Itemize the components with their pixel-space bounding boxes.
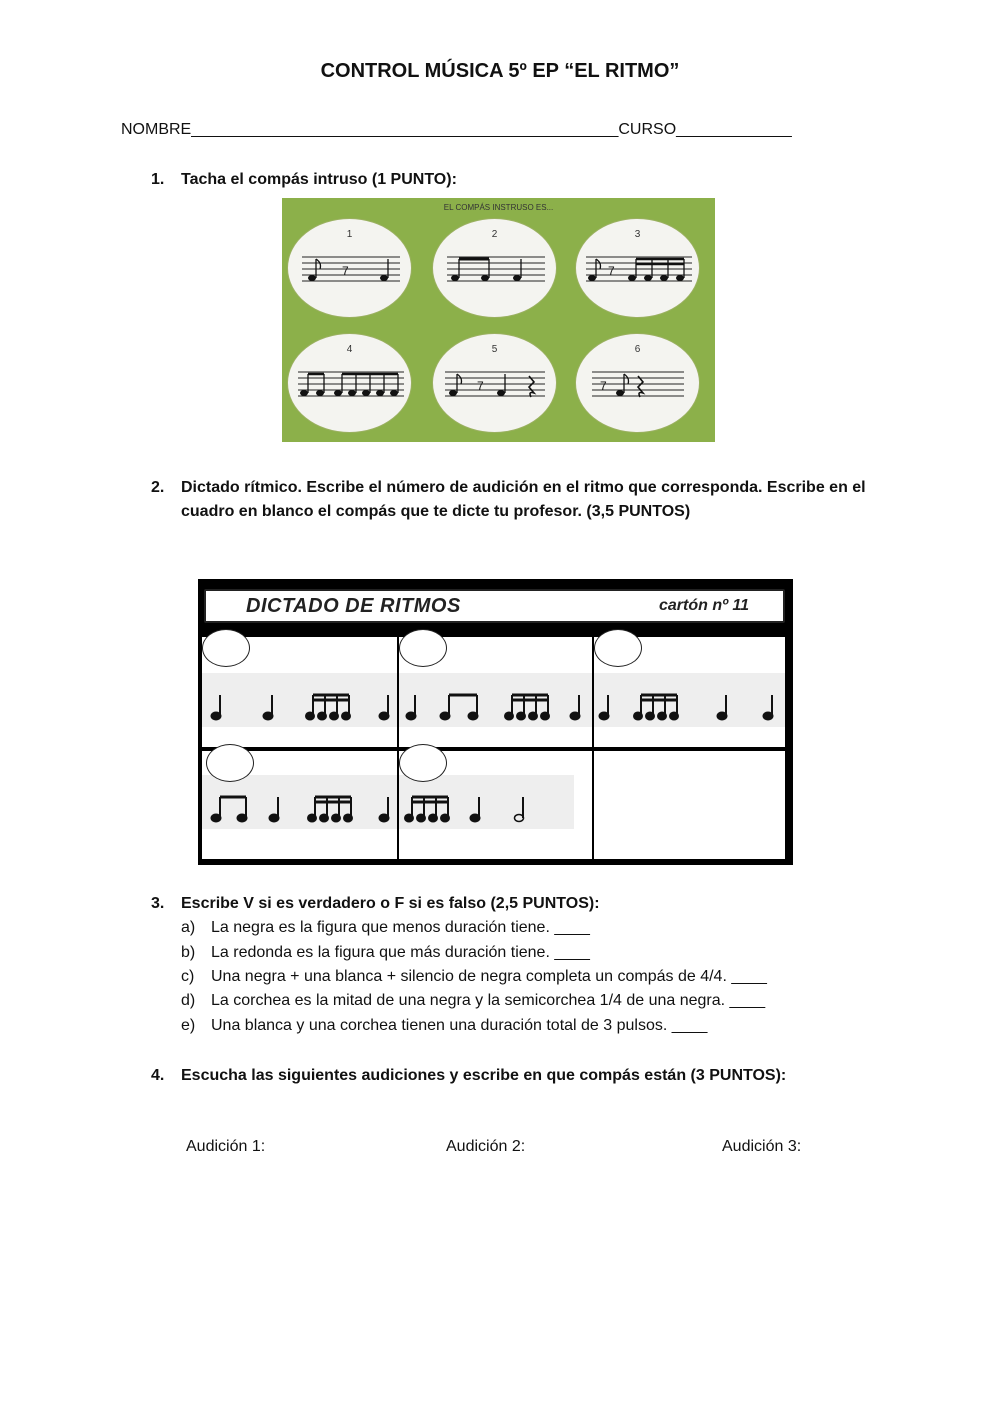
rhythm-notation (576, 219, 699, 317)
nombre-label: NOMBRE (121, 121, 192, 138)
item-letter: b) (181, 944, 196, 961)
option-number: 3 (634, 229, 641, 240)
question-number: 1. (151, 171, 165, 188)
rhythm-notation (288, 334, 411, 432)
item-letter: a) (181, 919, 196, 936)
page-title: CONTROL MÚSICA 5º EP “EL RITMO” (320, 60, 680, 82)
dictation-card-number: cartón nº 11 (658, 597, 749, 614)
svg-text:7: 7 (600, 379, 607, 393)
option-number: 2 (491, 229, 498, 240)
curso-field[interactable]: _____________ (676, 121, 792, 138)
rhythm-notation (576, 334, 699, 432)
question-text: Dictado rítmico. Escribe el número de audición en el ritmo que corresponda. Escribe en el cuadro en blanco el compás que te dicte tu profesor. (3,5 PUNTOS) (181, 479, 866, 520)
nombre-field[interactable]: ________________________________________________ (191, 121, 619, 138)
audition-number-circle[interactable] (202, 629, 250, 667)
audition-number-circle[interactable] (594, 629, 642, 667)
item-text: La corchea es la mitad de una negra y la semicorchea 1/4 de una negra. ____ (211, 992, 766, 1009)
question-number: 3. (151, 895, 165, 912)
option-4[interactable] (287, 333, 412, 433)
true-false-item[interactable] (181, 941, 590, 965)
option-number: 5 (491, 344, 498, 355)
question-text: Escucha las siguientes audiciones y escribe en que compás están (3 PUNTOS): (181, 1067, 787, 1084)
true-false-item[interactable] (181, 989, 765, 1013)
audition-number-circle[interactable] (206, 744, 254, 782)
option-number: 1 (346, 229, 353, 240)
item-letter: c) (181, 968, 195, 985)
item-text: La negra es la figura que menos duración tiene. ____ (211, 919, 590, 936)
question-text: Tacha el compás intruso (1 PUNTO): (181, 171, 457, 188)
blank-answer-cell[interactable] (594, 751, 785, 859)
question-number: 2. (151, 479, 165, 496)
option-number: 6 (634, 344, 641, 355)
true-false-item[interactable] (181, 965, 767, 989)
svg-text:7: 7 (342, 264, 349, 278)
item-text: Una negra + una blanca + silencio de negra completa un compás de 4/4. ____ (211, 968, 767, 985)
item-text: Una blanca y una corchea tienen una duración total de 3 pulsos. ____ (211, 1017, 708, 1034)
true-false-item[interactable] (181, 1014, 707, 1038)
audition-3-answer[interactable]: Audición 3: (722, 1138, 802, 1155)
option-1[interactable] (287, 218, 412, 318)
image-caption: EL COMPÁS INSTRUSO ES... (443, 203, 554, 212)
item-letter: e) (181, 1017, 196, 1034)
item-letter: d) (181, 992, 196, 1009)
rhythm-notation (433, 219, 556, 317)
dictation-header (204, 589, 785, 623)
option-5[interactable] (432, 333, 557, 433)
student-info-line (121, 121, 792, 139)
audition-1-answer[interactable]: Audición 1: (186, 1138, 266, 1155)
item-text: La redonda es la figura que más duración tiene. ____ (211, 944, 590, 961)
question-text: Escribe V si es verdadero o F si es falso (2,5 PUNTOS): (181, 895, 600, 912)
option-number: 4 (346, 344, 353, 355)
question-1 (151, 168, 871, 192)
audition-2-answer[interactable]: Audición 2: (446, 1138, 526, 1155)
audition-number-circle[interactable] (399, 629, 447, 667)
rhythm-notation (433, 334, 556, 432)
audition-number-circle[interactable] (399, 744, 447, 782)
question-4 (151, 1064, 871, 1088)
rhythm-dictation-image (198, 579, 793, 865)
svg-text:7: 7 (477, 379, 484, 393)
option-2[interactable] (432, 218, 557, 318)
dictation-title: DICTADO DE RITMOS (246, 595, 461, 617)
option-6[interactable] (575, 333, 700, 433)
svg-text:7: 7 (608, 264, 615, 278)
option-3[interactable] (575, 218, 700, 318)
curso-label: CURSO (618, 121, 677, 138)
question-number: 4. (151, 1067, 165, 1084)
question-2 (151, 476, 871, 524)
true-false-item[interactable] (181, 916, 590, 940)
question-3 (151, 892, 871, 916)
rhythm-notation (288, 219, 411, 317)
intruder-meter-image (282, 198, 715, 442)
